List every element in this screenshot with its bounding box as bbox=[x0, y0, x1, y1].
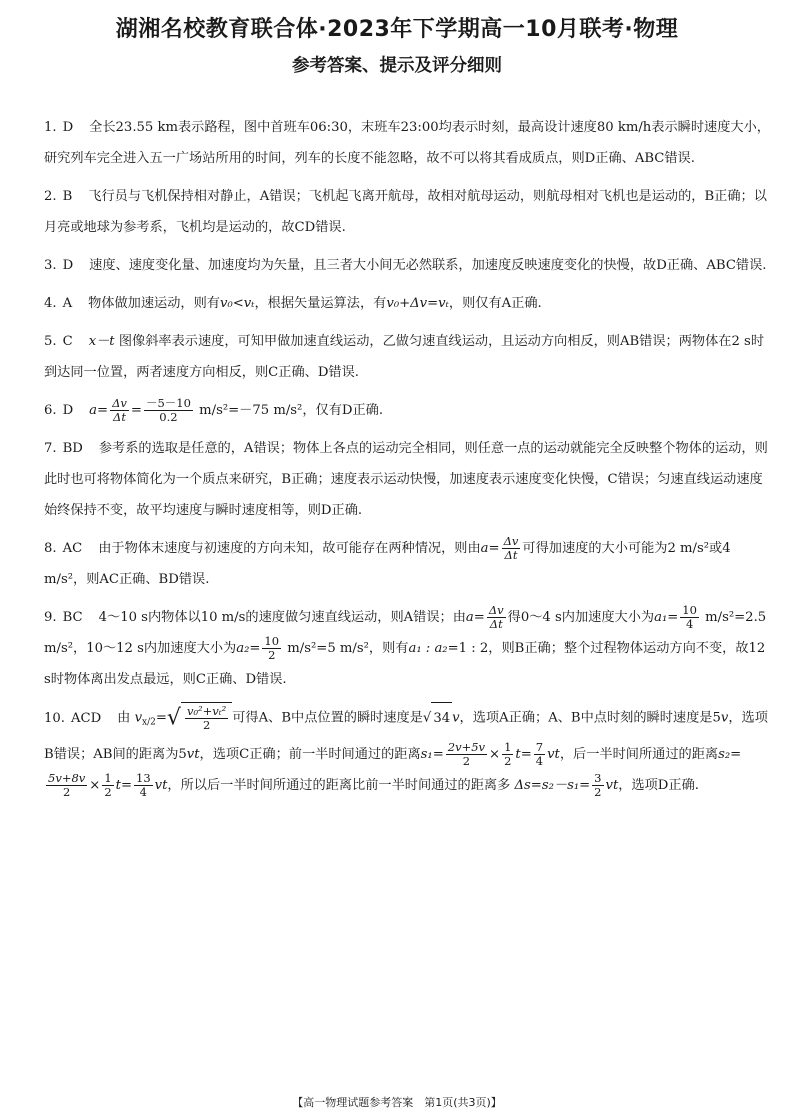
numerator: 1 bbox=[504, 739, 512, 754]
fraction bbox=[487, 604, 506, 631]
item-text: ，选项D正确. bbox=[618, 777, 699, 793]
denominator: 2 bbox=[594, 784, 602, 799]
item-text: m/s²=5 m/s²，则有 bbox=[287, 641, 409, 656]
fraction bbox=[134, 772, 153, 799]
answer-item-5 bbox=[44, 326, 772, 388]
item-text: =1 : 2，则B正确；整个过程物体运动方向不变，故12 s时物体离出发点最远，则C正确、D错误. bbox=[44, 641, 766, 687]
item-text: m/s²=2.5 m/s²，10～12 s内加速度大小为 bbox=[44, 610, 767, 656]
fraction bbox=[502, 535, 521, 562]
fraction bbox=[262, 635, 281, 662]
denominator: Δt bbox=[504, 548, 518, 562]
denominator: 2 bbox=[268, 648, 276, 662]
denominator: 0.2 bbox=[159, 410, 178, 424]
math-expr: Δs=s₂－s₁= bbox=[514, 777, 591, 793]
math-expr: v bbox=[134, 710, 143, 726]
item-number: 5. bbox=[44, 334, 57, 349]
item-answer: AC bbox=[62, 541, 83, 556]
item-number: 3. bbox=[44, 258, 57, 273]
answer-item-3 bbox=[44, 250, 772, 281]
fraction bbox=[144, 397, 193, 424]
math-expr: = bbox=[155, 710, 167, 726]
denominator: Δt bbox=[113, 410, 126, 424]
fraction bbox=[680, 604, 699, 631]
item-text: m/s²=－75 m/s²，仅有D正确. bbox=[199, 403, 384, 418]
answer-item-7 bbox=[44, 433, 772, 526]
item-number: 9. bbox=[44, 610, 57, 625]
item-text: = bbox=[130, 403, 142, 418]
math-expr: t= bbox=[115, 777, 133, 793]
math-expr: t= bbox=[515, 746, 532, 762]
math-expr: vt bbox=[154, 777, 168, 793]
denominator: 2 bbox=[62, 784, 71, 799]
item-text: 图像斜率表示速度，可知甲做加速直线运动，乙做匀速直线运动，且运动方向相反，则AB错误；两物体在2 s时到达同一位置，两者速度方向相反，则C正确、D错误. bbox=[44, 334, 765, 380]
math-times: × bbox=[89, 777, 101, 793]
answer-item-10 bbox=[44, 702, 772, 801]
item-explanation: 飞行员与飞机保持相对静止，A错误；飞机起飞离开航母，故相对航母运动，则航母相对飞机也是运动的，B正确；以月亮或地球为参考系，飞机均是运动的，故CD错误. bbox=[44, 189, 767, 235]
numerator: 2v+5v bbox=[447, 739, 486, 754]
item-text: 可得加速度的大小可能为2 m/s²或4 m/s²，则AC正确、BD错误. bbox=[44, 541, 731, 587]
numerator: －5－10 bbox=[145, 396, 191, 410]
item-text: 4～10 s内物体以10 m/s的速度做匀速直线运动，则A错误；由 bbox=[98, 610, 466, 625]
item-text: 可得A、B中点位置的瞬时速度是 bbox=[232, 710, 423, 726]
numerator: Δv bbox=[488, 603, 504, 617]
math-expr: v bbox=[720, 710, 729, 726]
math-expr: a₁ : a₂ bbox=[408, 641, 448, 656]
page-title: 湖湘名校教育联合体·2023年下学期高一10月联考·物理 bbox=[115, 17, 679, 42]
fraction bbox=[185, 705, 228, 732]
item-text: 由于物体末速度与初速度的方向未知，故可能存在两种情况，则由 bbox=[98, 541, 481, 556]
radicand bbox=[181, 702, 232, 734]
item-number: 6. bbox=[44, 403, 57, 418]
item-number: 4. bbox=[44, 296, 57, 311]
answer-item-6 bbox=[44, 395, 772, 426]
answer-item-2 bbox=[44, 181, 772, 243]
math-expr: v₀+Δv=vₜ bbox=[386, 296, 449, 311]
sqrt-expr bbox=[423, 702, 452, 734]
answer-item-8 bbox=[44, 533, 772, 595]
item-number: 1. bbox=[44, 120, 57, 135]
item-text: 物体做加速运动，则有 bbox=[88, 296, 220, 311]
fraction bbox=[102, 772, 113, 799]
denominator: 2 bbox=[104, 784, 112, 799]
item-text: ，根据矢量运算法，有 bbox=[254, 296, 387, 311]
answer-list bbox=[44, 112, 772, 808]
denominator: 2 bbox=[504, 753, 512, 768]
item-number: 10. bbox=[44, 710, 65, 726]
numerator: 10 bbox=[264, 634, 280, 648]
item-text: ，所以后一半时间所通过的距离比前一半时间通过的距离多 bbox=[167, 777, 511, 793]
item-answer: D bbox=[62, 258, 74, 273]
numerator: 13 bbox=[136, 770, 151, 785]
answer-item-1 bbox=[44, 112, 772, 174]
math-expr: a₂= bbox=[236, 641, 261, 656]
item-answer: D bbox=[62, 403, 74, 418]
fraction bbox=[502, 741, 513, 768]
item-text: ，选项B错误；AB间的距离为5 bbox=[44, 710, 768, 762]
math-expr: vt bbox=[605, 777, 619, 793]
radicand: 34 bbox=[431, 702, 452, 734]
math-subscript: x/2 bbox=[142, 717, 156, 728]
item-answer: D bbox=[62, 120, 74, 135]
math-expr: x－t bbox=[88, 334, 115, 349]
math-expr: a= bbox=[89, 403, 109, 418]
denominator: 2 bbox=[202, 718, 211, 732]
math-expr: a= bbox=[465, 610, 485, 625]
fraction bbox=[446, 741, 487, 768]
fraction bbox=[110, 397, 129, 424]
numerator: 10 bbox=[682, 603, 697, 617]
denominator: 4 bbox=[685, 617, 694, 631]
page-subtitle: 参考答案、提示及评分细则 bbox=[292, 56, 502, 76]
sqrt-expr bbox=[167, 702, 232, 734]
answer-item-4 bbox=[44, 288, 772, 319]
item-text: 得0～4 s内加速度大小为 bbox=[507, 610, 655, 625]
item-answer: C bbox=[62, 334, 73, 349]
denominator: 4 bbox=[535, 753, 544, 768]
item-number: 8. bbox=[44, 541, 57, 556]
item-explanation: 速度、速度变化量、加速度均为矢量，且三者大小间无必然联系，加速度反映速度变化的快慢，故D正确、ABC错误. bbox=[89, 258, 767, 273]
numerator: 1 bbox=[104, 770, 112, 785]
item-text: 由 bbox=[117, 710, 131, 726]
math-expr: s₂= bbox=[718, 746, 742, 762]
math-times: × bbox=[489, 746, 501, 762]
denominator: Δt bbox=[489, 617, 503, 631]
math-expr: vt bbox=[547, 746, 560, 762]
item-answer: ACD bbox=[70, 710, 102, 726]
numerator: 5v+8v bbox=[48, 770, 86, 785]
numerator: Δv bbox=[503, 534, 519, 548]
numerator: Δv bbox=[112, 396, 127, 410]
fraction bbox=[534, 741, 545, 768]
math-expr: a₁= bbox=[654, 610, 679, 625]
item-answer: BD bbox=[62, 441, 83, 456]
item-text: ，选项A正确；A、B中点时刻的瞬时速度是5 bbox=[459, 710, 721, 726]
item-answer: A bbox=[62, 296, 73, 311]
fraction bbox=[592, 772, 603, 799]
radical-sign-icon: √ bbox=[166, 705, 181, 731]
denominator: 2 bbox=[462, 753, 471, 768]
math-expr: s₁= bbox=[420, 746, 444, 762]
math-expr: vt bbox=[186, 746, 200, 762]
radical-sign-icon: √ bbox=[422, 710, 432, 726]
item-answer: B bbox=[62, 189, 73, 204]
item-text: ，后一半时间所通过的距离 bbox=[559, 746, 719, 762]
math-expr: v bbox=[452, 710, 460, 726]
math-expr: a= bbox=[480, 541, 500, 556]
item-explanation: 参考系的选取是任意的，A错误；物体上各点的运动完全相同，则任意一点的运动就能完全反映整个物体的运动，则此时也可将物体简化为一个质点来研究，B正确；速度表示运动快慢，加速度表示速度变化快慢，C错误；匀速直线运动速度始终保持不变，故平均速度与瞬时速度相等，则D正确. bbox=[44, 441, 768, 518]
item-number: 2. bbox=[44, 189, 57, 204]
numerator: 7 bbox=[535, 739, 544, 754]
item-text: ，则仅有A正确. bbox=[448, 296, 542, 311]
numerator: 3 bbox=[594, 770, 602, 785]
item-explanation: 全长23.55 km表示路程，图中首班车06:30，末班车23:00均表示时刻，最高设计速度80 km/h表示瞬时速度大小，研究列车完全进入五一广场站所用的时间，列车的长度不能忽略，故不可以将其看成质点，则D正确、ABC错误. bbox=[44, 120, 770, 166]
numerator: v₀²+vₜ² bbox=[186, 704, 227, 718]
fraction bbox=[46, 772, 87, 799]
item-answer: BC bbox=[62, 610, 83, 625]
math-expr: v₀<vₜ bbox=[220, 296, 255, 311]
item-number: 7. bbox=[44, 441, 57, 456]
page-footer: 【高一物理试题参考答案 第1页(共3页)】 bbox=[292, 1096, 502, 1109]
item-text: ，选项C正确；前一半时间通过的距离 bbox=[199, 746, 421, 762]
denominator: 4 bbox=[139, 784, 147, 799]
answer-item-9 bbox=[44, 602, 772, 695]
